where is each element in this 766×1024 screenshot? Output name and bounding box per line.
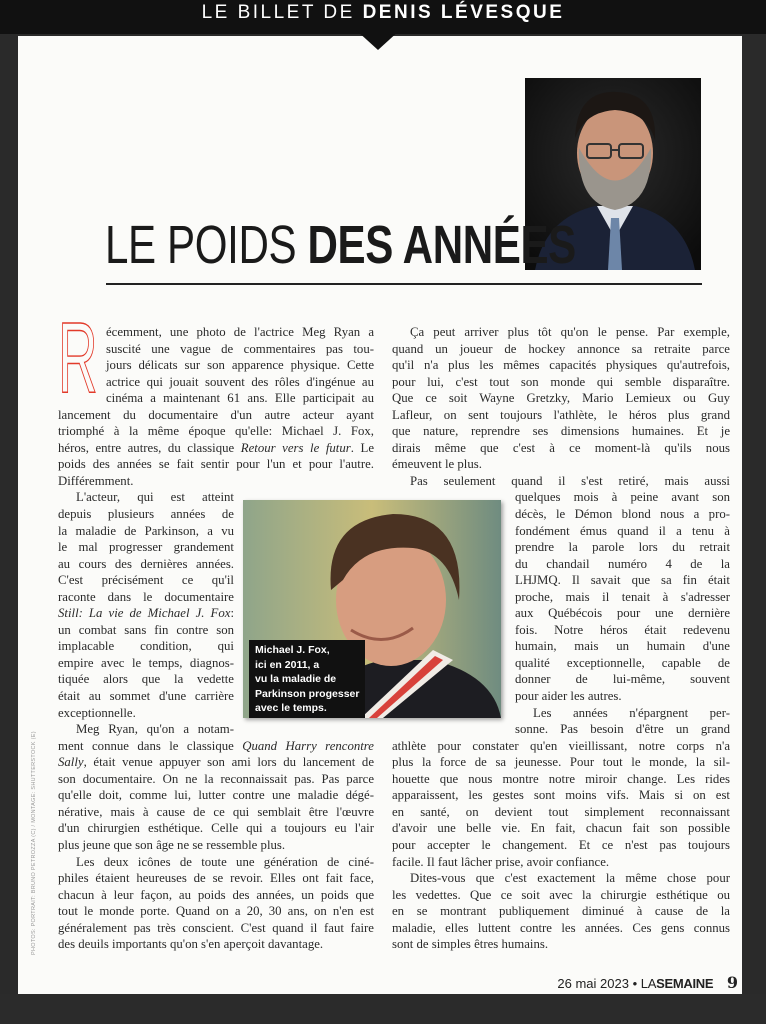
text-line: Still: La vie de Michael J. Fox: [58, 606, 234, 621]
text-line: cinéma a maintenant 61 ans. Elle participait au [106, 391, 374, 406]
page-number: 9 [726, 973, 738, 992]
text-line: Pas seulement quand il s'est retiré, mais aussi [410, 473, 730, 488]
text-line: généralement pas très conscient. C'est quand il faut faire [58, 920, 374, 935]
text-line: chacun à leur façon, au poids des années, un poids que [58, 887, 374, 902]
text-line: proche, mais il tenait à s'adresser [515, 589, 730, 604]
text-line: donner de lui-même, souvent [515, 672, 730, 687]
text-line: fondément émus quand il a tenu à [515, 523, 730, 538]
text-line: plus la force de sa jeunesse. Pour tout le monde, la sil- [392, 755, 730, 770]
text-line: émeuvent le plus. [392, 457, 482, 472]
text-line: des deuils importants qu'on s'en aperçoit davantage. [58, 937, 324, 952]
text-line: Lafleur, on sent toujours l'athlète, le héros plus grand [392, 407, 730, 422]
title-rule [106, 283, 702, 285]
text-line: qu'elle doit, comme lui, lutter contre une maladie dégé- [58, 788, 374, 803]
text-line: facile. Il faut lâcher prise, avoir confiance. [392, 854, 610, 869]
text-line: aux Québécois pour une dernière [515, 606, 730, 621]
text-line: Meg Ryan, qu'on a notam- [76, 722, 234, 737]
text-line: jours délicats sur son apparence physique. Cette [106, 358, 374, 373]
text-line: maladie, elles luttent contre les années. Ces gens connus [392, 920, 730, 935]
banner-prefix: LE BILLET DE [201, 2, 355, 23]
text-line: du chandail numéro 4 de la [515, 556, 730, 571]
text-line: lancement du documentaire d'un autre acteur ayant [58, 407, 374, 422]
text-line: Les années n'épargnent per- [533, 705, 730, 720]
text-line: LHJMQ. Il savait que sa fin était [515, 573, 730, 588]
banner-notch [356, 30, 400, 50]
italic-title: Quand Harry rencontre [242, 738, 374, 753]
article-title [105, 214, 576, 284]
text-line: au cours des dernières années. [58, 556, 234, 571]
title-light: LE POIDS [105, 215, 297, 275]
text-line: d'avoir une belle vie. En fait, chacun fait son possible [392, 821, 730, 836]
text-line: L'acteur, qui est atteint [76, 490, 234, 505]
text-line: le mal progresser grandement [58, 540, 234, 555]
caption-line: ici en 2011, a [255, 658, 320, 671]
inset-photo [243, 500, 501, 718]
text-line: suscité une vague de commentaires pas tou- [106, 341, 374, 356]
scan-bottom-edge [0, 994, 766, 1024]
text-line: qu'il n'a plus les mêmes capacités physiques qu'autrefois, [392, 358, 730, 373]
text-line: pour lui, c'est tout son monde qui semble disparaître. [392, 374, 730, 389]
text-line: sonne. Pas besoin d'être un grand [515, 722, 730, 737]
issue-date: 26 mai 2023 [557, 976, 629, 991]
text-line: écemment, une photo de l'actrice Meg Ryan a [106, 325, 374, 339]
photo-caption [249, 640, 365, 718]
text-line: houette que nous montre notre miroir change. Les rides [392, 771, 730, 786]
banner-title [0, 2, 766, 24]
italic-title: Still: La vie de Michael J. Fox [58, 606, 231, 621]
caption-line: vu la maladie de [255, 673, 337, 685]
magazine-logo: LASEMAINE [640, 976, 714, 991]
text-line: d'un chirurgien esthétique. Celle qui a toujours eu l'air [58, 821, 374, 836]
text-line: raconte dans le documentaire [58, 589, 234, 604]
text-line: Sally, était venue appuyer son ami lors du lancement de [58, 755, 374, 770]
text-line: Différemment. [58, 473, 134, 488]
text-line: ment connue dans le classique Quand Harry rencontre [58, 738, 374, 753]
text-line: quand un joueur de hockey annonce sa retraite parce [392, 341, 730, 356]
text-line: Que ce soit Wayne Gretzky, Mario Lemieux ou Guy [392, 391, 730, 406]
text-line: pour aider les autres. [515, 689, 622, 704]
text-line: son documentaire. On ne la reconnaissait pas. Pas parce [58, 771, 374, 786]
text-line: triomphé à la même époque qu'elle: Michael J. Fox, [58, 424, 374, 439]
text-line: apparaissent, les gestes sont moins vifs. Mais si on est [392, 788, 730, 803]
text-line: en se montrant publiquement diminué à cause de la [392, 904, 730, 919]
text-line: sont de simples êtres humains. [392, 937, 549, 952]
text-line: plus jeune que son âge ne se ressemble plus. [58, 837, 286, 852]
text-line: depuis plusieurs années de [58, 507, 234, 522]
caption-line: avec le temps. [255, 702, 327, 714]
text-line: humain, mais un humain d'une [515, 639, 730, 654]
footer-separator: • [632, 976, 638, 991]
text-line: athlète pour constater qu'en vieillissant, notre corps n'a [392, 738, 730, 753]
text-line: héros, entre autres, du classique Retour vers le futur. Le [58, 440, 374, 455]
text-line: Dites-vous que c'est exactement la même chose pour [410, 871, 730, 886]
text-line: quelques mois à peine avant son [515, 490, 730, 505]
italic-title: Sally [58, 755, 84, 770]
text-line: décès, le Démon blond nous a pro- [515, 507, 730, 522]
text-line: implacable condition, qui [58, 639, 234, 654]
italic-title: Retour vers le futur [240, 440, 351, 455]
text-line: Ça peut arriver plus tôt qu'on le pense. Par exemple, [410, 325, 730, 339]
caption-line: Parkinson progesser [255, 687, 360, 700]
text-line: tout le monde porte. Quand on a 20, 30 ans, on n'en est [58, 904, 374, 919]
caption-line: Michael J. Fox, [255, 644, 330, 656]
text-line: un combat sans fin contre son [58, 622, 234, 637]
text-line: que nature, reprendre ses dimensions humaines. Et je [392, 424, 730, 439]
text-line: tiquée alors que la vedette [58, 672, 234, 687]
text-line: exceptionnelle. [58, 705, 136, 720]
text-line: pour accepter le changement. Et ce n'est pas toujours [392, 837, 730, 852]
page-footer [557, 973, 738, 992]
text-line: nérative, mais à cause de ce qui semblait être l'œuvre [58, 804, 374, 819]
text-line: prendre la parole lors du retrait [515, 540, 730, 555]
banner-author: DENIS LÉVESQUE [362, 2, 565, 23]
text-line: philes étaient heureuses de se revoir. Elles ont fait face, [58, 871, 374, 886]
text-line: dirais même que c'est à ce moment-là qu'ils nous [392, 440, 730, 455]
text-line: en santé, on devient tout simplement reconnaissant [392, 804, 730, 819]
text-line: empire avec le temps, diagnos- [58, 655, 234, 670]
text-line: actrice qui jouait souvent des rôles d'ingénue au [106, 374, 374, 389]
text-line: Les deux icônes de toute une génération de ciné- [76, 854, 374, 869]
title-bold: DES ANNÉES [307, 215, 576, 275]
drop-cap: R [58, 302, 98, 414]
photo-credit: PHOTOS: PORTRAIT: BRUNO PETROZZA (C) / MONTAGE: SHUTTERSTOCK (E) [31, 731, 37, 955]
text-line: C'est précisément ce qu'il [58, 573, 234, 588]
text-line: la maladie de Parkinson, a vu [58, 523, 234, 538]
text-line: les vedettes. Que ce soit avec la chirurgie esthétique ou [392, 887, 730, 902]
text-line: fois. Notre héros était redevenu [515, 622, 730, 637]
text-line: qualité exceptionnelle, capable de [515, 655, 730, 670]
text-line: poids des années se fait sentir pour l'un et pour l'autre. [58, 457, 374, 472]
text-line: était au sommet d'une carrière [58, 689, 234, 704]
